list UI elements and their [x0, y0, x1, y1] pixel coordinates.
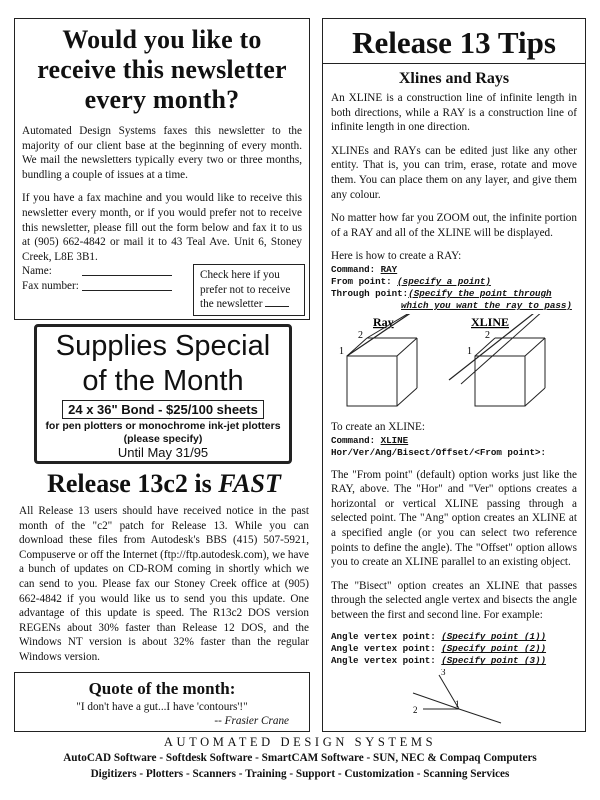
quote-text: "I don't have a gut...I have 'contours'!": [76, 701, 248, 713]
quote-box: [14, 672, 310, 732]
release-13-tips-box: [322, 18, 586, 732]
bisect-diagram: [331, 669, 577, 725]
ray-point-2-label: 2: [358, 329, 363, 341]
ray-through-point: Through point:(Specify the point through: [331, 287, 552, 299]
quote-attribution: -- Frasier Crane: [214, 715, 289, 727]
tips-paragraph-5: To create an XLINE:: [331, 420, 425, 433]
tips-paragraph-2: XLINEs and RAYs can be edited just like any other entity. That is, you can trim, erase, rotate and move them. You can place them on any layer, and give them any colour.: [331, 144, 577, 201]
newsletter-headline: Would you like to receive this newsletter every month?: [37, 25, 287, 114]
supplies-until: Until May 31/95: [117, 445, 209, 460]
bisect-point-3-label: 3: [441, 669, 446, 678]
release-headline: Release 13c2 is FAST: [47, 469, 281, 498]
newsletter-signup-box: [14, 18, 310, 320]
bisect-point-1-label: 1: [455, 699, 460, 710]
name-label: Name:: [22, 265, 52, 278]
footer: [0, 734, 600, 782]
angle-vertex-line-3: Angle vertex point: (Specify point (3)): [331, 655, 547, 667]
fax-input-line[interactable]: [82, 280, 172, 291]
supplies-title-1: Supplies Special: [55, 330, 271, 362]
footer-line-2: Digitizers - Plotters - Scanners - Training - Support - Customization - Scanning Services: [90, 768, 510, 780]
ray-through-point-cont: which you want the ray to pass): [401, 299, 572, 311]
xline-prompt: Hor/Ver/Ang/Bisect/Offset/<From point>:: [331, 446, 547, 458]
opt-out-check-line[interactable]: [265, 298, 289, 307]
opt-out-checkbox[interactable]: [193, 264, 305, 316]
footer-line-1: AutoCAD Software - Softdesk Software - SmartCAM Software - SUN, NEC & Compaq Computers: [63, 752, 537, 764]
diagram-xline-label: XLINE: [471, 314, 510, 329]
xline-point-1-label: 1: [467, 345, 472, 357]
tips-paragraph-7: The "Bisect" option creates an XLINE that passes through the selected angle vertex and bisects the angle between the first and second line. For example:: [331, 579, 577, 621]
xline-command: Command: XLINE: [331, 434, 409, 446]
diagram-ray-label: Ray: [373, 314, 394, 329]
newsletter-paragraph-1: Automated Design Systems faxes this newsletter to the majority of our client base at the beginning of every month. We mail the newsletters typically every two or three months, bundling a couple of issues at a time.: [22, 125, 302, 181]
bisect-point-2-label: 2: [413, 705, 418, 716]
footer-company: AUTOMATED DESIGN SYSTEMS: [163, 735, 437, 749]
name-input-line[interactable]: [82, 265, 172, 276]
tips-paragraph-4: Here is how to create a RAY:: [331, 250, 462, 263]
angle-vertex-line-2: Angle vertex point: (Specify point (2)): [331, 643, 547, 655]
supplies-special-box: [34, 324, 292, 464]
tips-title: Release 13 Tips: [352, 25, 556, 60]
ray-command: Command: RAY: [331, 263, 398, 275]
release-body: All Release 13 users should have received notice in the past month of the "c2" patch for Release 13. While you can download these files from Autodesk's BBS (415) 507-5921, Compuserve or off the Internet (ftp://ftp.autodesk.com), we have a bunch of updates on CD-ROM coming in shortly which we can send to you. Please fax our Stoney Creek office at (905) 662-4842 if you would like us to send you this update. One advantage of this update is speed. The R13c2 DOS version REGENs about 30% faster than Release 12 DOS, and the Windows NT version is about 32% faster than the regular Windows version.: [19, 505, 309, 663]
supplies-note-2: (please specify): [123, 433, 203, 445]
tips-divider: [323, 63, 585, 64]
ray-cube: [347, 314, 431, 406]
tips-paragraph-3: No matter how far you ZOOM out, the infinite portion of a RAY and all of the XLINE will be displayed.: [331, 212, 577, 239]
angle-vertex-line-1: Angle vertex point: (Specify point (1)): [331, 631, 547, 643]
ray-from-point: From point: (specify a point): [331, 275, 491, 287]
ray-point-1-label: 1: [339, 345, 344, 357]
tips-paragraph-6: The "From point" (default) option works just like the RAY, above. The "Hor" and "Ver" options creates a horizontal or vertical XLINE passing through a selected point. The "Ang" option creates an XLINE at a specified angle (or you can select two reference points to define the angle). The "Offset" option allows you to create an XLINE parallel to an existing object.: [331, 468, 577, 569]
tips-subtitle: Xlines and Rays: [398, 70, 510, 87]
supplies-bond-offer: 24 x 36" Bond - $25/100 sheets: [62, 400, 264, 419]
newsletter-paragraph-2: If you have a fax machine and you would like to receive this newsletter every month, or if you would prefer not to receive this newsletter, please fill out the form below and fax it to us at (905) 662-4842 or mail it to 43 Teal Ave. Unit 6, Stoney Creek, L8E 3B1.: [22, 192, 302, 263]
xline-point-2-label: 2: [485, 329, 490, 341]
opt-out-text: Check here if you prefer not to receive the newsletter: [200, 269, 291, 311]
fax-label: Fax number:: [22, 279, 79, 292]
supplies-title-2: of the Month: [82, 365, 244, 397]
tips-paragraph-1: An XLINE is a construction line of infinite length in both directions, while a RAY is a construction line of infinite length in one direction.: [331, 92, 577, 134]
ray-xline-diagram: [331, 314, 577, 418]
quote-title: Quote of the month:: [88, 679, 236, 698]
supplies-note-1: for pen plotters or monochrome ink-jet plotters: [45, 420, 281, 432]
angle-vertex-list: [331, 631, 577, 667]
